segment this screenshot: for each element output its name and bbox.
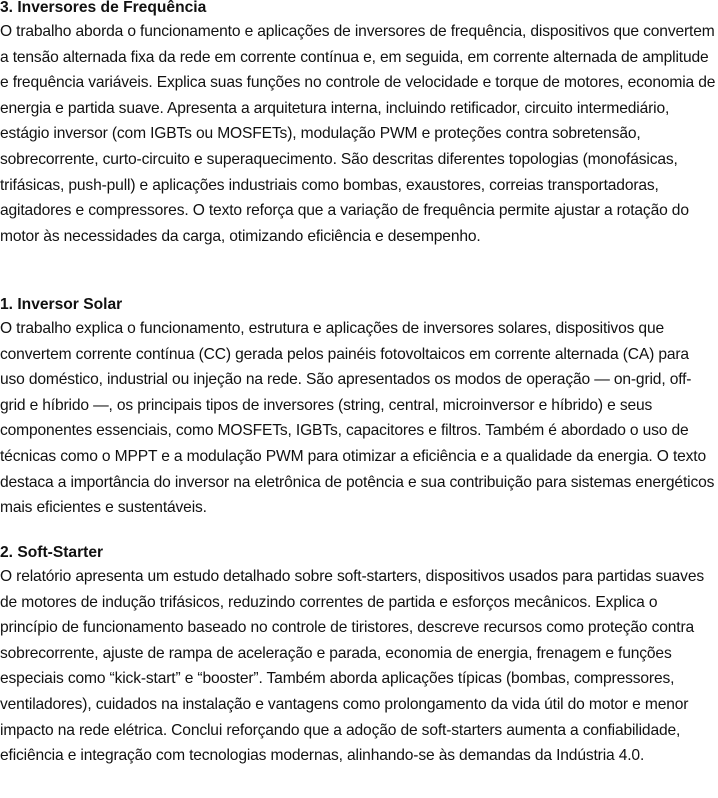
- section-body: O trabalho explica o funcionamento, estrutura e aplicações de inversores solares, dispositivos que convertem corrente contínua (CC) gerada pelos painéis fotovoltaicos em corrente alternada (CA) para uso doméstico, industrial ou injeção na rede. São apresentados os modos de operação — on-grid, off-grid e híbrido —, os principais tipos de inversores (string, central, microinversor e híbrido) e seus componentes essenciais, como MOSFETs, IGBTs, capacitores e filtros. Também é abordado o uso de técnicas como o MPPT e a modulação PWM para otimizar a eficiência e a qualidade da energia. O texto destaca a importância do inversor na eletrônica de potência e sua contribuição para sistemas energéticos mais eficientes e sustentáveis.: [0, 320, 715, 517]
- section-inversores-de-frequencia: [0, 0, 716, 249]
- section-inversor-solar: [0, 293, 716, 521]
- section-title: 2. Soft-Starter: [0, 544, 104, 561]
- section-soft-starter: [0, 541, 716, 769]
- section-body: O trabalho aborda o funcionamento e aplicações de inversores de frequência, dispositivos que convertem a tensão alternada fixa da rede em corrente contínua e, em seguida, em corrente alternada de amplitude e frequência variáveis. Explica suas funções no controle de velocidade e torque de motores, economia de energia e partida suave. Apresenta a arquitetura interna, incluindo retificador, circuito intermediário, estágio inversor (com IGBTs ou MOSFETs), modulação PWM e proteções contra sobretensão, sobrecorrente, curto-circuito e superaquecimento. São descritas diferentes topologias (monofásicas, trifásicas, push-pull) e aplicações industriais como bombas, exaustores, correias transportadoras, agitadores e compressores. O texto reforça que a variação de frequência permite ajustar a rotação do motor às necessidades da carga, otimizando eficiência e desempenho.: [0, 23, 716, 245]
- section-title: 1. Inversor Solar: [0, 296, 123, 313]
- section-title: 3. Inversores de Frequência: [0, 0, 207, 16]
- section-body: O relatório apresenta um estudo detalhado sobre soft-starters, dispositivos usados para partidas suaves de motores de indução trifásicos, reduzindo correntes de partida e esforços mecânicos. Explica o princípio de funcionamento baseado no controle de tiristores, descreve recursos como proteção contra sobrecorrente, ajuste de rampa de aceleração e parada, economia de energia, frenagem e funções especiais como “kick-start” e “booster”. Também aborda aplicações típicas (bombas, compressores, ventiladores), cuidados na instalação e vantagens como prolongamento da vida útil do motor e menor impacto na rede elétrica. Conclui reforçando que a adoção de soft-starters aumenta a confiabilidade, eficiência e integração com tecnologias modernas, alinhando-se às demandas da Indústria 4.0.: [0, 568, 704, 765]
